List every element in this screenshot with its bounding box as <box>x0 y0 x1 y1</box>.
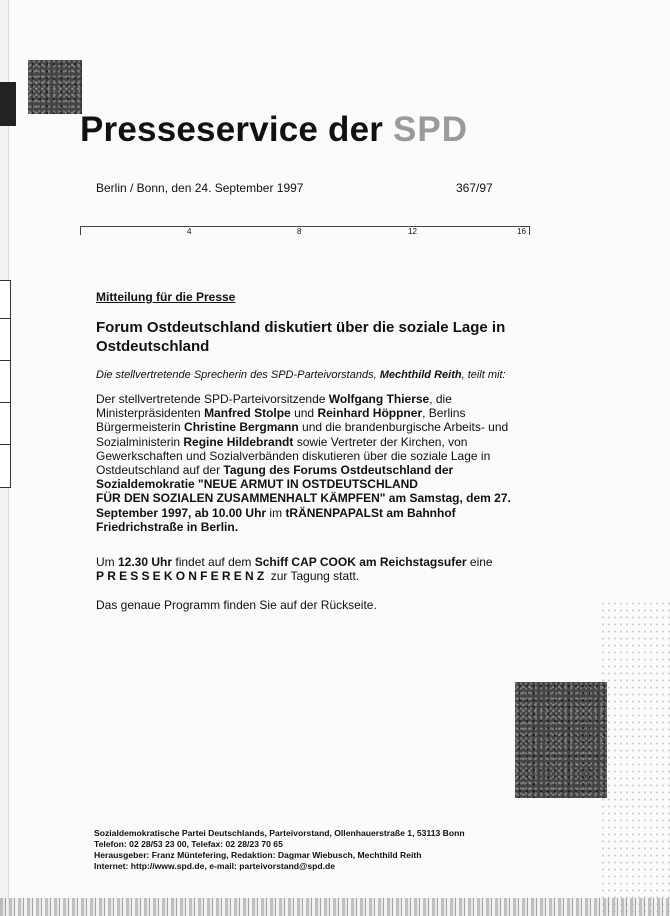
scan-bottom-edge <box>0 898 670 916</box>
scan-edge-mark <box>0 280 11 320</box>
ruler-tick: 4 <box>187 227 192 236</box>
paragraph-2: Um 12.30 Uhr findet auf dem Schiff CAP COOK am Reichstagsufer eine PRESSEKONFERENZ zur Tagung statt. <box>96 555 493 584</box>
section-heading: Mitteilung für die Presse <box>96 290 236 304</box>
press-conference-label: PRESSEKONFERENZ <box>96 569 268 584</box>
footer-address: Sozialdemokratische Partei Deutschlands, Parteivorstand, Ollenhauerstraße 1, 53113 Bonn <box>94 828 465 838</box>
scan-edge-mark <box>0 402 11 446</box>
scan-dark-patch-right <box>515 682 607 798</box>
footer-internet: Internet: http://www.spd.de, e-mail: parteivorstand@spd.de <box>94 861 336 871</box>
ruler-tick: 8 <box>297 227 302 236</box>
spd-logo-text: SPD <box>393 110 468 149</box>
footer-phone: Telefon: 02 28/53 23 00, Telefax: 02 28/23 70 65 <box>94 839 283 849</box>
footer-imprint <box>94 828 465 872</box>
scan-edge-mark <box>0 444 11 488</box>
page-title: Presseservice der SPD <box>80 110 468 149</box>
headline: Forum Ostdeutschland diskutiert über die soziale Lage in Ostdeutschland <box>96 319 506 355</box>
ruler-tick: 16 <box>517 227 526 236</box>
release-number: 367/97 <box>456 181 493 195</box>
scan-noise-right <box>600 600 670 916</box>
intro-line: Die stellvertretende Sprecherin des SPD-Parteivorstands, Mechthild Reith, teilt mit: <box>96 369 506 381</box>
paragraph-1: Der stellvertretende SPD-Parteivorsitzende Wolfgang Thierse, die Ministerpräsidenten Manfred Stolpe und Reinhard Höppner, Berlins Bürgermeisterin Christine Bergmann und die brandenburgische Arbeits- und Sozialministerin Regine Hildebrandt sowie Vertreter der Kirchen, von Gewerkschaften und Sozialverbänden diskutieren über die soziale Lage in Ostdeutschland auf der Tagung des Forums Ostdeutschland der Sozialdemokratie "NEUE ARMUT IN OSTDEUTSCHLAND FÜR DEN SOZIALEN ZUSAMMENHALT KÄMPFEN" am Samstag, dem 27. September 1997, ab 10.00 Uhr im tRÄNENPAPALSt am Bahnhof Friedrichstraße in Berlin. <box>96 392 511 534</box>
scan-edge-mark <box>0 318 11 362</box>
footer-publisher: Herausgeber: Franz Müntefering, Redaktion: Dagmar Wiebusch, Mechthild Reith <box>94 850 422 860</box>
paragraph-3: Das genaue Programm finden Sie auf der Rückseite. <box>96 598 377 612</box>
scan-dark-patch-top <box>28 60 82 114</box>
ruler <box>80 226 530 237</box>
scan-edge-mark <box>0 360 11 404</box>
ruler-tick: 12 <box>408 227 417 236</box>
place-date: Berlin / Bonn, den 24. September 1997 <box>96 181 304 195</box>
scan-edge-mark <box>0 82 16 126</box>
